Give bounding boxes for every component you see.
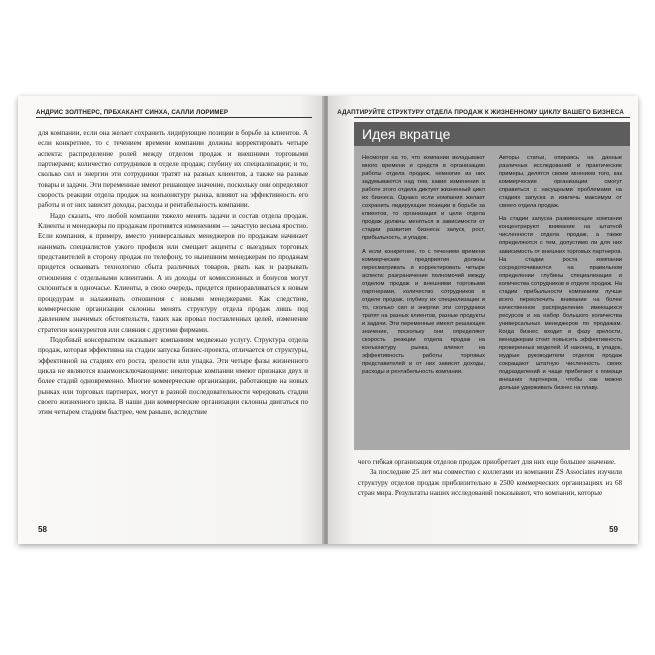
- left-paragraph-1: для компании, если она желает сохранить лидирующие позиции в борьбе за клиентов. А если конкретнее, то с течением времени компании должны корректировать четыре аспекта: распределение ролей между отделом продаж и внешними торговыми партнерами; количество сотрудников в отделе продаж; глубину их специализации; и то, сколько сил и энергии эти сотрудники тратят на разных клиентов, а также на разные товары и задачи. Эти переменные имеют решающее значение, поскольку они определяют скорость реакции отдела продаж на конъюнктуру рынка, влияют на эффективность его работы и от них зависит доходы, расходы и рентабельность компании.: [38, 129, 308, 210]
- right-body-text: [358, 457, 622, 498]
- left-body-text: [38, 128, 308, 418]
- left-paragraph-3: Подобный консерватизм оказывает компаниям медвежью услугу. Структура отдела продаж, которая эффективна на стадии запуска бизнес-проекта, отличается от структуры, эффективной на стадиях его роста, зрелости или упадка. Эти четыре фазы жизненного цикла не являются взаимоисключающими: некоторые компании имеют признаки двух и более стадий одновременно. Многие коммерческие организации, работающие на новых рынках или торговых партнерах, могут в разной последовательности чередовать стадии своего жизненного цикла. В наши дни коммерческие организации склонны двигаться по этим четырем стадиям быстрее, чем раньше, вследствие: [38, 335, 308, 417]
- idea-in-brief-title: Идея вкратце: [354, 122, 630, 146]
- book-spread: [18, 96, 638, 544]
- right-paragraph-1: чего гибкая организация отделов продаж приобретает для них еще большее значение.: [358, 458, 616, 466]
- right-header-rule: [354, 117, 630, 118]
- sidebar-left-column: [362, 154, 485, 381]
- left-header-rule: [36, 117, 312, 118]
- idea-in-brief-box: [354, 122, 630, 450]
- sidebar-right-paragraph-1: Авторы статьи, опираясь на данные различных исследований и практические примеры, делятся своим мнением того, как коммерческие организации смогут справиться с насущными проблемами на стадиях запуска и извлечь максимум от своего отдела продаж.: [499, 155, 622, 210]
- sidebar-left-paragraph-1: Несмотря на то, что компании вкладывают много времени и средств в организацию работы отдела продаж, немногие из них задумываются над тем, какие изменения в работе этого отдела диктует жизненный цикл их бизнеса. Однако если компания желает сохранить лидирующие позиции в борьбе за клиентов, то организация и цели отдела продаж должны меняться в зависимости от стадии развития бизнеса: запуск, рост, прибыльность, и упадок.: [362, 155, 485, 242]
- left-page: [18, 96, 324, 544]
- left-running-header: АНДРИС ЗОЛТНЕРС, ПРБХАКАНТ СИНХА, САЛЛИ ЛОРИМЕР: [36, 109, 229, 116]
- right-running-header: АДАПТИРУЙТЕ СТРУКТУРУ ОТДЕЛА ПРОДАЖ К ЖИЗНЕННОМУ ЦИКЛУ ВАШЕГО БИЗНЕСА: [337, 109, 624, 116]
- right-paragraph-2: За последние 25 лет мы совместно с коллегами из компании ZS Associates изучили структуру отделов продаж приблизительно в 2500 коммерческих организациях из 68 стран мира. Результаты наших исследований показывают, что компании, которые: [358, 468, 622, 498]
- sidebar-left-paragraph-2: А если конкретнее, то с течением времени коммерческие предприятия должны пересматривать и корректировать четыре аспекта: разграничение полномочий между отделом продаж и внешними торговыми партнерами, количество сотрудников в отделе продаж, глубину их специализации и то, сколько сил и энергии эти сотрудники тратят на разных клиентов, разные продукты и задачи. Эти переменные имеют решающее значение, поскольку они определяют скорость реакции отдела продаж на конъюнктуру рынка, влияют на эффективность работы торговых представителей и от них зависят доходы, расходы и рентабельность компании.: [362, 248, 485, 376]
- left-paragraph-2: Надо сказать, что любой компании тяжело менять задачи и состав отдела продаж. Клиенты и менеджеры по продажам противятся изменениям — зачастую весьма яростно. Если компания, к примеру, вместо универсальных менеджеров по продажам начинает нанимать специалистов узкого профиля или смещает акценты с выездных торговых представителей в сторону продаж по телефону, то нынешним менеджерам по продажам придется осваивать технологию сбыта различных товаров, рвать как и разрывать отношения с отдельными клиентами. А из доходы от комиссионных и бонусов могут склониться в одночасье. Клиенты, в свою очередь, придется приноравливаться к новым процедурам и налаживать отношения с новыми менеджерами. Как следствие, коммерческие организации склонны менять структуру отдела продаж лишь под давлением значимых обстоятельств, таких как провал поставленных целей, изменение стратегии конкурентов или слияния с другими фирмами.: [38, 211, 308, 334]
- right-page: [328, 96, 638, 544]
- sidebar-right-column: [499, 154, 622, 397]
- right-page-number: 59: [609, 525, 618, 534]
- sidebar-right-paragraph-2: На стадии запуска развивающие компании концентрируют внимание на штатной численности отдела продаж, а также определяются с тем, допустимо ли для них зависимость от внешних торговых партнеров. На стадии роста компании сосредоточиваются на правильном определении глубины специализации и количества сотрудников в отделе продаж. На стадии прибыльности компаниям лучше всего переключить внимание на более качественное распределение имеющихся ресурсов и на набор большого количества универсальных менеджеров по продажам. Когда бизнес входит в фазу зрелости, менеджерам стоит повысить эффективность проверенных моделей. И наконец, в упадок, мудрые руководители отделов продаж сокращают штатную численность своих подразделений и чаще прибегают к помощи внешних партнеров, чтобы как можно дольше удерживать бизнес на плаву.: [499, 216, 622, 392]
- left-page-number: 58: [38, 525, 47, 534]
